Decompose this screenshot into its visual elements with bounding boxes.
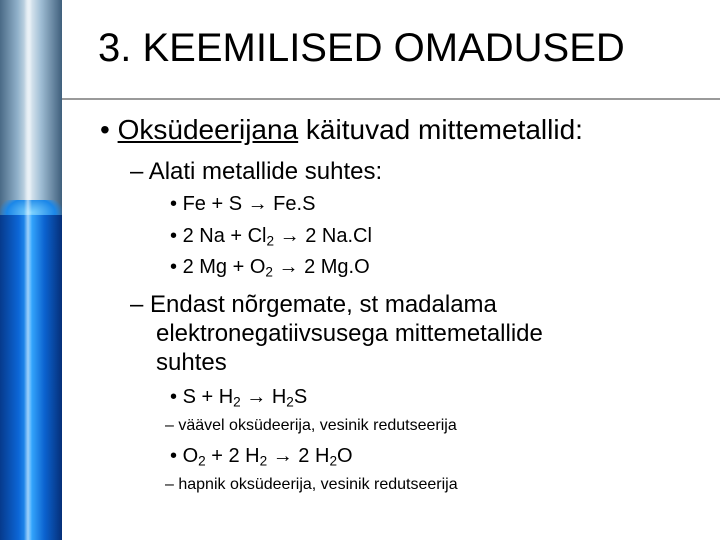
bullet-marker: • [170,225,178,247]
arrow-icon: → [272,445,293,467]
subscript: 2 [286,394,294,410]
dash-marker: – [165,417,174,434]
arrow-icon: → [246,386,267,408]
subscript: 2 [265,264,273,280]
underlined-term: Oksüdeerijana [117,114,299,145]
reaction-text: 2 Mg + O [182,256,266,278]
reaction-text: 2 Na.Cl [299,225,372,247]
arrow-icon: → [247,193,268,215]
reaction-text: S [293,386,308,408]
subbullet-text-line2: elektronegatiivsusega mittemetallide [156,320,543,347]
dash-marker: – [165,476,174,493]
reaction-text: Fe.S [267,193,316,215]
title-divider [62,98,720,100]
bullet-text: käituvad mittemetallid: [298,114,583,145]
reaction-mg-o [170,256,370,279]
subbullet-text-line1: Endast nõrgemate, st madalama [150,291,497,318]
bullet-marker: • [170,193,178,215]
subbullet-always-metals [130,158,382,186]
subscript: 2 [266,233,275,249]
reaction-text: 2 Mg.O [298,256,370,278]
note-text: väävel oksüdeerija, vesinik redutseerija [178,417,457,434]
reaction-text: S + H [182,386,234,408]
reaction-na-cl [170,225,372,248]
reaction-fe-s [170,193,315,216]
note-oxygen [165,476,458,494]
reaction-text: O [337,445,353,467]
subscript: 2 [233,394,241,410]
bullet-marker: • [170,256,178,278]
reaction-text: O [182,445,199,467]
reaction-o2-h2 [170,445,353,468]
bullet-marker: • [100,114,110,145]
dash-marker: – [130,291,144,318]
reaction-text: H [266,386,287,408]
reaction-text: 2 Na + Cl [182,225,267,247]
subbullet-weaker-nonmetals [130,290,543,377]
slide-title: 3. KEEMILISED OMADUSED [98,26,625,70]
bullet-marker: • [170,386,178,408]
subscript: 2 [329,453,337,469]
bullet-marker: • [170,445,178,467]
subbullet-text: Alati metallide suhtes: [148,158,383,185]
bullet-oxidizer [100,114,583,146]
dash-marker: – [130,158,144,185]
note-text: hapnik oksüdeerija, vesinik redutseerija [178,476,458,493]
reaction-text: + 2 H [205,445,260,467]
subscript: 2 [259,453,268,469]
reaction-text: Fe + S [182,193,248,215]
note-sulfur [165,417,457,435]
arrow-icon: → [278,256,299,278]
test-tube-image [0,0,62,540]
subscript: 2 [198,453,206,469]
arrow-icon: → [279,225,300,247]
subbullet-text-line3: suhtes [156,349,227,376]
reaction-text: 2 H [292,445,330,467]
reaction-s-h2 [170,386,307,409]
